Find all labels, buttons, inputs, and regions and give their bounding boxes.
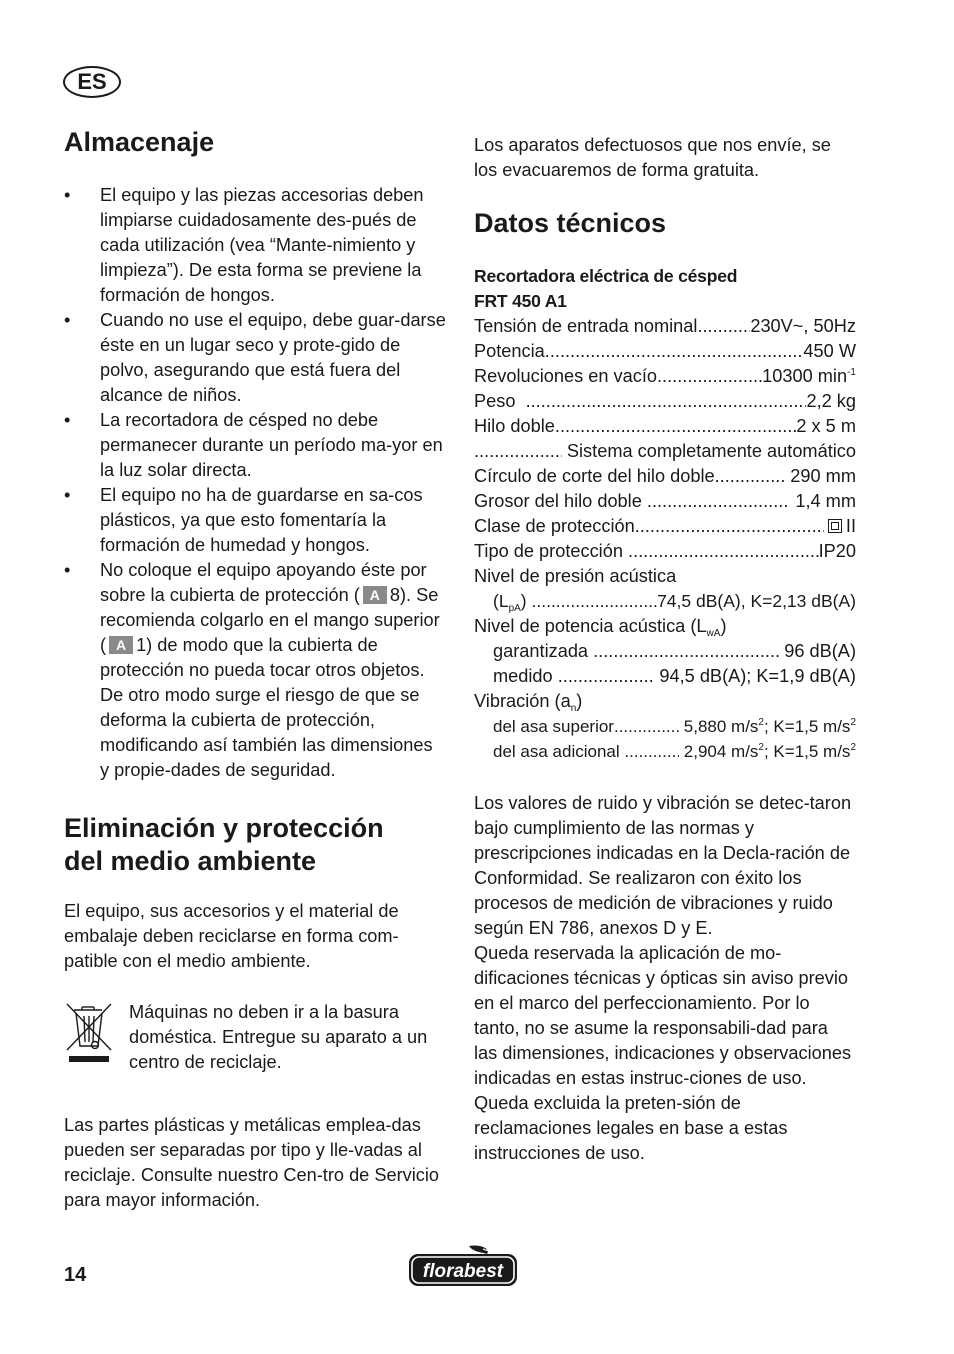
left-column: [64, 126, 446, 1213]
spec-row-weight: Peso ..... 2,2 kg: [474, 389, 856, 414]
storage-heading: Almacenaje: [64, 127, 215, 157]
spec-label-pressure: Nivel de presión acústica: [474, 566, 677, 586]
plastics-paragraph: Las partes plásticas y metálicas emplea-das pueden ser separadas por tipo y lle-vadas al reciclaje. Consulte nuestro Cen-tro de Servicio para mayor información.: [64, 1115, 440, 1210]
svg-text:florabest: florabest: [422, 1261, 504, 1282]
disclaimer-paragraph: Queda reservada la aplicación de mo-dificaciones técnicas y ópticas sin aviso previo en el marco del perfeccionamiento. Por lo tanto, no se asume la responsabili-dad para las dimensiones, indicaciones y observaciones indicadas en estas instruc-ciones de uso. Queda excluida la preten-sión de reclamaciones legales en base a estas instrucciones de uso.: [474, 943, 852, 1163]
spec-row-line-system: ..... Sistema completamente automático: [474, 439, 856, 464]
figure-a-badge: A: [109, 636, 133, 654]
list-item: • El equipo no ha de guardarse en sa-cos plásticos, ya que esto fomentaría la formación de humedad y hongos.: [64, 485, 423, 555]
list-item: • La recortadora de césped no debe permanecer durante un período ma-yor en la luz solar directa.: [64, 410, 443, 480]
florabest-logo: [407, 1245, 519, 1289]
standards-paragraph: Los valores de ruido y vibración se detec-taron bajo cumplimiento de las normas y prescripciones indicadas en la Decla-ración de Conformidad. Se realizaron con éxito los procesos de medición de vibraciones y ruido según EN 786, anexos D y E.: [474, 793, 852, 938]
spec-row-power: Potencia ..... 450 W: [474, 339, 856, 364]
list-item: • Cuando no use el equipo, debe guar-darse éste en un lugar seco y prote-gido de polvo, asegurando que está fuera del alcance de niños.: [64, 310, 446, 405]
recycling-text: Máquinas no deben ir a la basura doméstica. Entregue su aparato a un centro de reciclaje.: [129, 1002, 428, 1072]
spec-row-thickness: Grosor del hilo doble ..... 1,4 mm: [474, 489, 856, 514]
spec-row-rpm: Revoluciones en vacío ..... 10300 $\min^{-1}$: [474, 364, 856, 389]
spec-row-pressure: $(L_{pA})$ ..... 74,5 dB(A), K=2,13 dB(A): [474, 589, 856, 614]
spec-row-voltage: Tensión de entrada nominal ..... 230V~, 50Hz: [474, 314, 856, 339]
spec-row-measured: medido ..... 94,5 dB(A); K=1,9 dB(A): [474, 664, 856, 689]
spec-label-vibration: Vibración $(a_n)$: [474, 691, 583, 714]
right-column: [474, 133, 856, 1166]
storage-list: [64, 183, 446, 783]
disposal-heading: Eliminación y protección del medio ambiente: [64, 813, 384, 876]
language-badge: ES: [63, 66, 121, 98]
spec-row-guaranteed: garantizada ..... 96 dB(A): [474, 639, 856, 664]
disposal-paragraph: El equipo, sus accesorios y el material de embalaje deben reciclarse en forma com-patible con el medio ambiente.: [64, 901, 399, 971]
spec-label-power-level: Nivel de potencia acústica $(L_{wA})$: [474, 616, 727, 639]
defective-devices-paragraph: Los aparatos defectuosos que nos envíe, se los evacuaremos de forma gratuita.: [474, 135, 831, 180]
tech-data-heading: Datos técnicos: [474, 208, 667, 238]
list-item: • El equipo y las piezas accesorias deben limpiarse cuidadosamente des-pués de cada utilización (vea “Mante-nimiento y limpieza”). De esta forma se previene la formación de hongos.: [64, 185, 424, 305]
page-number: 14: [64, 1264, 87, 1286]
spec-row-vibration-upper: del asa superior ..... 5,880 $m/s^2$; K=1,5 $m/s^2$: [474, 714, 856, 739]
figure-a-badge: A: [363, 586, 387, 604]
spec-row-vibration-aux: del asa adicional ..... 2,904 $m/s^2$; K=1,5 $m/s^2$: [474, 739, 856, 764]
spec-row-protection-class: Clase de protección ..... II: [474, 514, 856, 539]
spec-table: [474, 264, 856, 764]
product-model: FRT 450 A1: [474, 291, 567, 311]
spec-row-cut-circle: Círculo de corte del hilo doble ..... 290 mm: [474, 464, 856, 489]
product-name: Recortadora eléctrica de césped: [474, 266, 738, 286]
spec-row-protection-type: Tipo de protección ..... IP20: [474, 539, 856, 564]
crossed-bin-icon: [64, 1000, 114, 1075]
list-item: • No coloque el equipo apoyando éste por sobre la cubierta de protección ( A 8). Se recomienda colgarlo en el mango superior ( A 1) de modo que la cubierta de protección no pueda tocar otros objetos. De otro modo surge el riesgo de que se deforma la cubierta de protección, modificando así también las dimensiones y propie-dades de seguridad.: [64, 560, 440, 780]
double-insulation-icon: [828, 519, 842, 533]
spec-row-line: Hilo doble ..... 2 x 5 m: [474, 414, 856, 439]
recycling-note: [64, 1000, 446, 1075]
